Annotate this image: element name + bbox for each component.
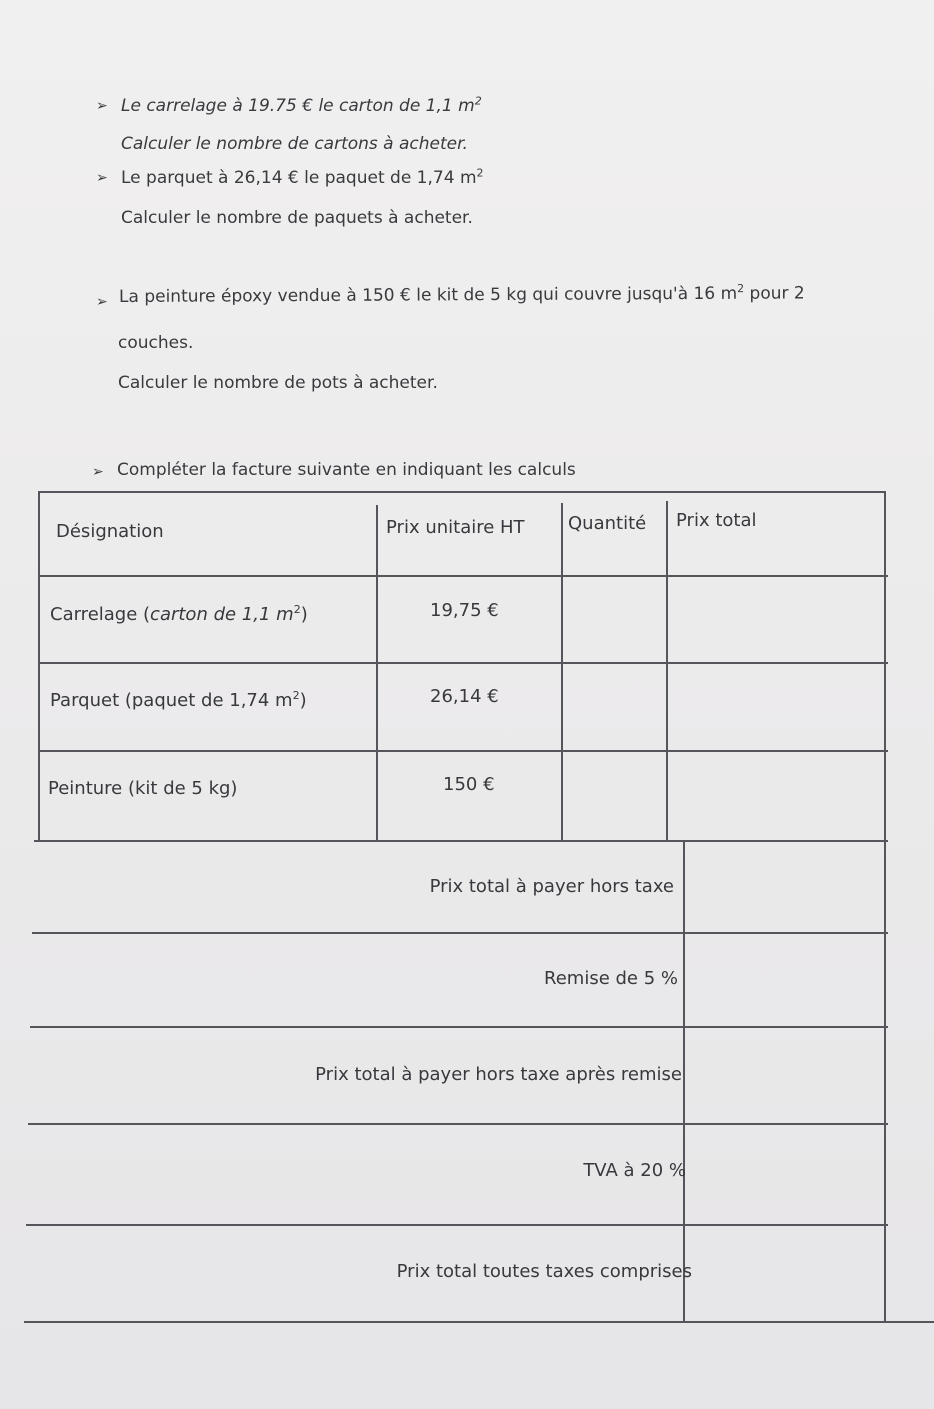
summary-vat-cell[interactable]: [685, 1125, 883, 1223]
row-carrelage-designation-pre: Carrelage (: [50, 604, 151, 625]
row-parquet-total-cell[interactable]: [668, 664, 883, 749]
item-parquet-text: Le parquet à 26,14 € le paquet de 1,74 m: [121, 168, 477, 188]
item-peinture-text: La peinture époxy vendue à 150 € le kit de 5 kg qui couvre jusqu'à 16 m: [118, 283, 738, 307]
row-peinture-total-cell[interactable]: [668, 752, 883, 839]
summary-ttc-total-label: Prix total toutes taxes comprises: [396, 1261, 692, 1282]
table-border-top: [38, 491, 886, 493]
table-col-divider: [376, 505, 378, 841]
row-parquet-quantity-cell[interactable]: [563, 664, 665, 749]
item-facture-instruction: Compléter la facture suivante en indiquant les calculs: [117, 460, 576, 480]
invoice-table: [38, 491, 888, 1331]
summary-ttc-total-cell[interactable]: [685, 1226, 883, 1320]
summary-discount-label: Remise de 5 %: [544, 968, 678, 989]
row-carrelage-designation-post: ): [300, 604, 308, 625]
summary-ht-after-discount-cell[interactable]: [685, 1028, 883, 1122]
item-parquet-exponent: 2: [476, 166, 484, 180]
row-parquet-designation: [50, 689, 307, 713]
table-border-left: [38, 491, 40, 841]
item-peinture-line2: couches.: [118, 333, 194, 353]
bullet-arrow-icon: ➢: [92, 464, 104, 480]
row-peinture-unit-price: 150 €: [443, 774, 495, 795]
row-carrelage-designation: [50, 603, 308, 627]
item-parquet-question: Calculer le nombre de paquets à acheter.: [121, 208, 473, 228]
summary-ht-total-cell[interactable]: [685, 842, 883, 931]
item-carrelage-question: Calculer le nombre de cartons à acheter.: [121, 134, 468, 154]
item-peinture-question: Calculer le nombre de pots à acheter.: [118, 373, 438, 393]
table-border-right: [884, 491, 886, 1322]
item-peinture-line: [119, 282, 805, 308]
bullet-arrow-icon: ➢: [96, 294, 108, 310]
summary-ht-after-discount-label: Prix total à payer hors taxe après remise: [315, 1064, 682, 1085]
header-unit-price: Prix unitaire HT: [386, 517, 525, 538]
bullet-arrow-icon: ➢: [96, 170, 108, 186]
row-carrelage-quantity-cell[interactable]: [563, 577, 665, 661]
row-parquet-designation-post: ): [299, 690, 307, 711]
row-carrelage-exponent: 2: [293, 603, 301, 616]
table-border-bottom: [24, 1321, 934, 1323]
item-carrelage-exponent: 2: [474, 94, 482, 108]
row-peinture-quantity-cell[interactable]: [563, 752, 665, 839]
row-carrelage-total-cell[interactable]: [668, 577, 883, 661]
header-designation: Désignation: [56, 521, 164, 542]
row-carrelage-unit-price: 19,75 €: [430, 600, 499, 621]
row-peinture-designation: Peinture (kit de 5 kg): [48, 778, 238, 799]
item-carrelage-text: Le carrelage à 19.75 € le carton de 1,1 m: [121, 96, 475, 116]
item-carrelage-line: [121, 95, 482, 117]
header-total: Prix total: [676, 510, 757, 531]
header-quantity: Quantité: [568, 513, 647, 534]
row-parquet-designation-pre: Parquet (paquet de 1,74 m: [50, 690, 293, 711]
bullet-arrow-icon: ➢: [96, 98, 108, 114]
item-parquet-line: [121, 167, 484, 189]
item-peinture-exponent: 2: [737, 282, 745, 296]
item-peinture-text-end: pour 2: [744, 283, 805, 304]
summary-discount-cell[interactable]: [685, 934, 883, 1025]
summary-ht-total-label: Prix total à payer hors taxe: [429, 876, 674, 897]
summary-vat-label: TVA à 20 %: [583, 1160, 686, 1181]
row-parquet-exponent: 2: [292, 689, 300, 702]
row-parquet-unit-price: 26,14 €: [430, 686, 499, 707]
row-carrelage-designation-italic: carton de 1,1 m: [150, 604, 294, 625]
